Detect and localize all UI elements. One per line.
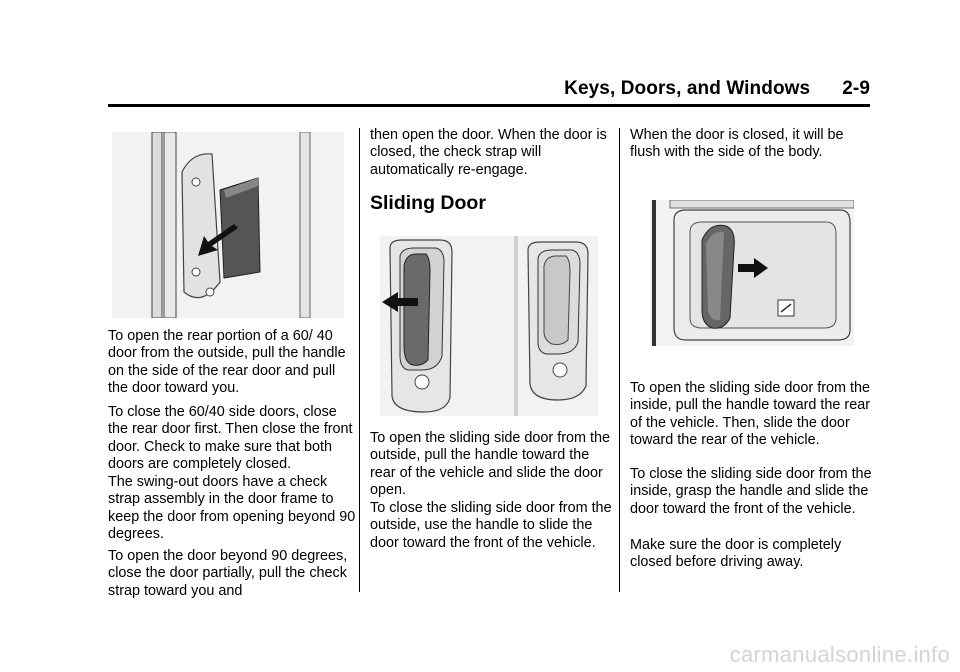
col2-paragraph-3: To close the sliding side door from the outside, use the handle to slide the door toward the front of the vehicle. — [370, 500, 612, 551]
outside-handle-illustration — [380, 236, 598, 416]
col3-paragraph-4: Make sure the door is completely closed before driving away. — [630, 537, 842, 571]
col3-paragraph-1: When the door is closed, it will be flush with the side of the body. — [630, 127, 844, 161]
check-strap-illustration — [112, 132, 344, 318]
header-text — [564, 78, 870, 100]
header-section-title: Keys, Doors, and Windows — [564, 78, 811, 99]
column-divider-1 — [359, 128, 360, 592]
col1-paragraph-1: To open the rear portion of a 60/ 40 door from the outside, pull the handle on the side of the rear door and pull the door toward you. — [108, 328, 346, 397]
figure-sliding-door-inside — [650, 200, 854, 346]
col1-paragraph-3: The swing-out doors have a check strap assembly in the door frame to keep the door from opening beyond 90 degrees. — [108, 474, 356, 543]
col3-paragraph-3: To close the sliding side door from the inside, grasp the handle and slide the door toward the front of the vehicle. — [630, 466, 872, 517]
section-heading-sliding-door: Sliding Door — [370, 192, 486, 214]
col1-paragraph-4: To open the door beyond 90 degrees, close the door partially, pull the check strap toward you and — [108, 548, 348, 599]
figure-check-strap — [112, 132, 344, 318]
figure-sliding-door-outside — [380, 236, 598, 416]
page-header — [108, 78, 870, 104]
col2-paragraph-1: then open the door. When the door is closed, the check strap will automatically re-engage. — [370, 127, 607, 178]
header-rule — [108, 104, 870, 107]
col2-paragraph-2: To open the sliding side door from the outside, pull the handle toward the rear of the vehicle and slide the door open. — [370, 430, 610, 499]
inside-handle-illustration — [650, 200, 854, 346]
col1-paragraph-2: To close the 60/40 side doors, close the rear door first. Then close the front door. Check to make sure that both doors are completely closed. — [108, 404, 353, 473]
header-page-number: 2-9 — [842, 78, 870, 99]
watermark-text: carmanualsonline.info — [729, 642, 950, 667]
col3-paragraph-2: To open the sliding side door from the inside, pull the handle toward the rear of the vehicle. Then, slide the door toward the rear of the vehicle. — [630, 380, 870, 449]
column-divider-2 — [619, 128, 620, 592]
